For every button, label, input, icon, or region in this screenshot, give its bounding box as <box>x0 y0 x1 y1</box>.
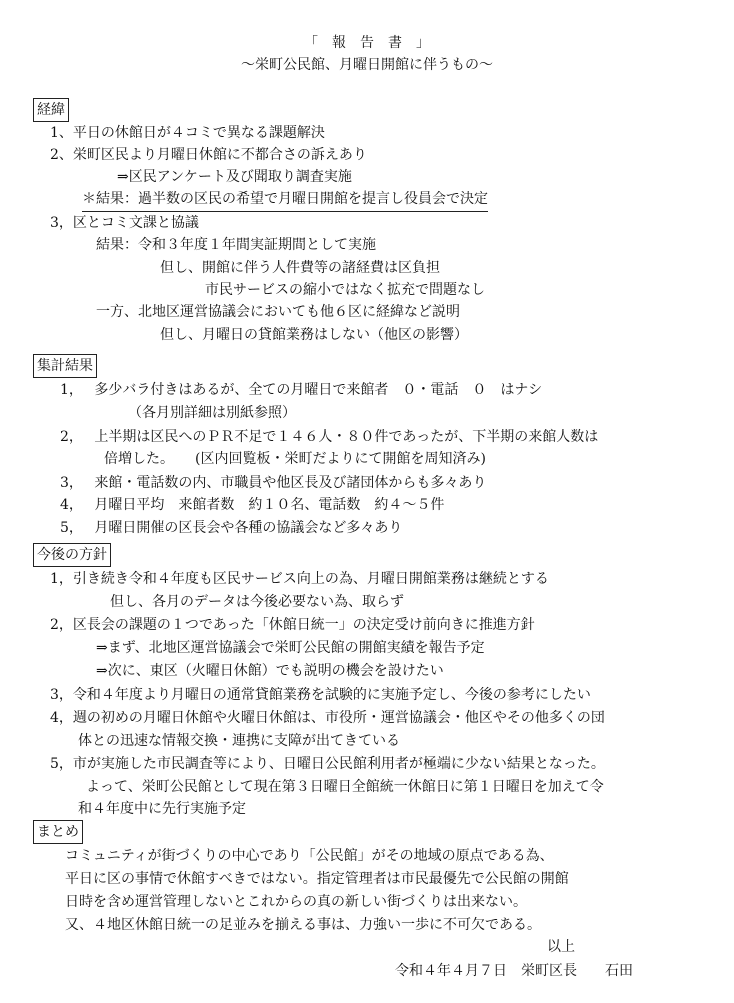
keii-line: 市民サービスの縮小ではなく拡充で問題なし <box>205 282 485 298</box>
kongo-line: 4，週の初めの月曜日休館や火曜日休館は、市役所・運営協議会・他区やその他多くの団 <box>50 710 605 726</box>
kongo-line: 2，区長会の課題の１つであった「休館日統一」の決定受け前向きに推進方針 <box>50 617 535 633</box>
keii-result-underlined: ＊結果：過半数の区民の希望で月曜日開館を提言し役員会で決定 <box>82 188 488 212</box>
keii-line: 但し、開館に伴う人件費等の諸経費は区負担 <box>160 260 440 276</box>
document-subtitle: 〜栄町公民館、月曜日開館に伴うもの〜 <box>241 57 493 73</box>
section-heading-shukei: 集計結果 <box>33 354 97 378</box>
shukei-line: 倍増した。 (区内回覧板・栄町だよりにて開館を周知済み) <box>104 451 486 467</box>
keii-line: 結果：令和３年度１年間実証期間として実施 <box>96 237 376 253</box>
keii-line: 3，区とコミ文課と協議 <box>50 215 199 231</box>
section-heading-kongo: 今後の方針 <box>33 543 111 567</box>
shukei-line: 5， 月曜日開催の区長会や各種の協議会など多々あり <box>60 520 403 536</box>
kongo-line: よって、栄町公民館として現在第３日曜日全館統一休館日に第１日曜日を加えて令 <box>86 779 604 795</box>
kongo-line: 但し、各月のデータは今後必要ない為、取らず <box>110 594 404 610</box>
kongo-line: 5，市が実施した市民調査等により、日曜日公民館利用者が極端に少ない結果となった。 <box>50 756 605 772</box>
shukei-line: 2， 上半期は区民へのＰＲ不足で１４６人・８０件であったが、下半期の来館人数は <box>60 429 599 445</box>
matome-line: 平日に区の事情で休館すべきではない。指定管理者は市民最優先で公民館の開館 <box>65 871 569 887</box>
document-title: 「 報 告 書 」 <box>304 35 430 51</box>
matome-line: コミュニティが街づくりの中心であり「公民館」がその地域の原点である為、 <box>65 848 554 864</box>
section-heading-keii: 経緯 <box>33 98 69 122</box>
matome-line: 日時を含め運営管理しないとこれからの真の新しい街づくりは出来ない。 <box>65 894 527 910</box>
closing-text: 以上 <box>547 939 575 955</box>
shukei-line: 1， 多少バラ付きはあるが、全ての月曜日で来館者 ０・電話 ０ はナシ <box>60 382 543 398</box>
shukei-line: 3， 来館・電話数の内、市職員や他区長及び諸団体からも多々あり <box>60 475 487 491</box>
matome-line: 又、４地区休館日統一の足並みを揃える事は、力強い一歩に不可欠である。 <box>65 917 541 933</box>
signature-line: 令和４年４月７日 栄町区長 石田 <box>395 963 633 979</box>
keii-line: ⇒区民アンケート及び聞取り調査実施 <box>117 169 352 185</box>
kongo-line: 3，令和４年度より月曜日の通常貸館業務を試験的に実施予定し、今後の参考にしたい <box>50 687 591 703</box>
keii-line: 1、平日の休館日が４コミで異なる課題解決 <box>50 125 325 141</box>
kongo-line: ⇒まず、北地区運営協議会で栄町公民館の開館実績を報告予定 <box>96 640 485 656</box>
keii-line: 一方、北地区運営協議会においても他６区に経緯など説明 <box>96 304 460 320</box>
shukei-line: 4， 月曜日平均 来館者数 約１０名、電話数 約４〜５件 <box>60 497 445 513</box>
kongo-line: ⇒次に、東区（火曜日休館）でも説明の機会を設けたい <box>96 663 444 679</box>
keii-line: 但し、月曜日の貸館業務はしない（他区の影響） <box>160 327 468 343</box>
kongo-line: 1，引き続き令和４年度も区民サービス向上の為、月曜日開館業務は継続とする <box>50 571 549 587</box>
shukei-line: （各月別詳細は別紙参照） <box>128 405 296 421</box>
kongo-line: 体との迅速な情報交換・連携に支障が出てきている <box>78 733 400 749</box>
kongo-line: 和４年度中に先行実施予定 <box>78 801 246 817</box>
keii-line: 2、栄町区民より月曜日休館に不都合さの訴えあり <box>50 147 367 163</box>
section-heading-matome: まとめ <box>33 820 83 844</box>
